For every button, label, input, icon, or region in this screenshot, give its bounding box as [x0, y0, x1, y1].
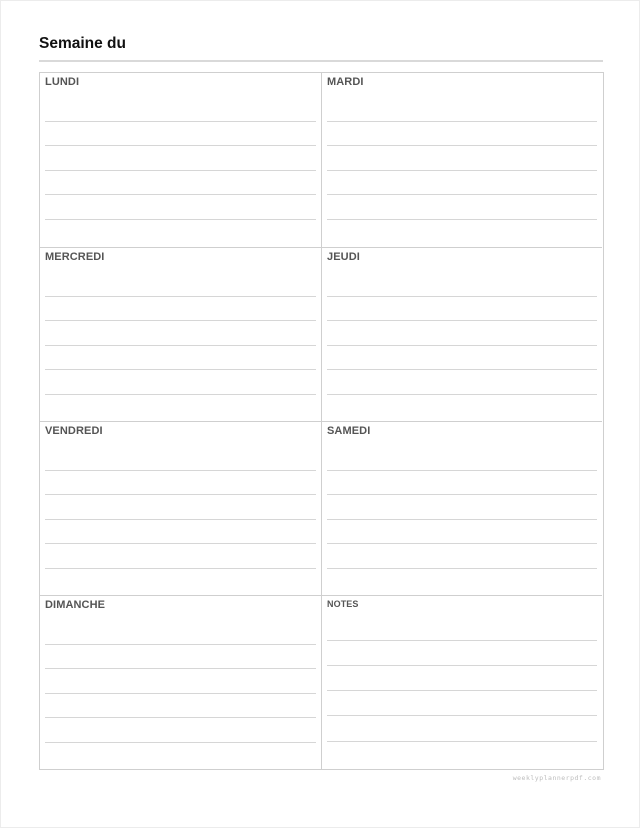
writing-line — [45, 145, 316, 146]
writing-line — [45, 219, 316, 220]
writing-line — [45, 394, 316, 395]
footer-credit: weeklyplannerpdf.com — [512, 774, 601, 782]
day-label: MERCREDI — [45, 251, 105, 263]
writing-line — [327, 296, 597, 297]
day-cell-vendredi — [40, 421, 321, 595]
writing-line — [327, 568, 597, 569]
page-title: Semaine du — [39, 35, 126, 52]
day-label: JEUDI — [327, 251, 360, 263]
writing-line — [327, 715, 597, 716]
day-label: MARDI — [327, 76, 364, 88]
writing-line — [327, 170, 597, 171]
day-label: DIMANCHE — [45, 599, 106, 611]
writing-line — [327, 494, 597, 495]
writing-line — [327, 640, 597, 641]
writing-line — [45, 494, 316, 495]
writing-line — [327, 741, 597, 742]
day-cell-mercredi — [40, 247, 321, 421]
writing-line — [45, 369, 316, 370]
writing-line — [327, 394, 597, 395]
writing-line — [327, 369, 597, 370]
writing-line — [45, 644, 316, 645]
writing-line — [327, 194, 597, 195]
writing-line — [45, 742, 316, 743]
writing-line — [45, 170, 316, 171]
day-cell-dimanche — [40, 595, 321, 769]
notes-cell — [321, 595, 602, 769]
writing-line — [45, 296, 316, 297]
title-underline — [39, 60, 603, 62]
day-label: SAMEDI — [327, 425, 371, 437]
writing-line — [45, 345, 316, 346]
writing-line — [45, 470, 316, 471]
writing-line — [327, 665, 597, 666]
writing-line — [327, 320, 597, 321]
writing-line — [45, 543, 316, 544]
writing-line — [327, 145, 597, 146]
writing-line — [327, 470, 597, 471]
day-cell-samedi — [321, 421, 602, 595]
writing-line — [45, 121, 316, 122]
writing-line — [45, 693, 316, 694]
notes-label: NOTES — [327, 599, 359, 609]
day-label: LUNDI — [45, 76, 80, 88]
writing-line — [45, 194, 316, 195]
day-cell-lundi — [40, 73, 321, 247]
writing-line — [45, 668, 316, 669]
day-label: VENDREDI — [45, 425, 103, 437]
writing-line — [327, 690, 597, 691]
writing-line — [327, 219, 597, 220]
writing-line — [327, 519, 597, 520]
day-cell-jeudi — [321, 247, 602, 421]
writing-line — [327, 345, 597, 346]
writing-line — [45, 320, 316, 321]
day-cell-mardi — [321, 73, 602, 247]
writing-line — [45, 568, 316, 569]
writing-line — [45, 717, 316, 718]
writing-line — [327, 543, 597, 544]
writing-line — [45, 519, 316, 520]
weekly-grid — [39, 72, 604, 770]
writing-line — [327, 121, 597, 122]
